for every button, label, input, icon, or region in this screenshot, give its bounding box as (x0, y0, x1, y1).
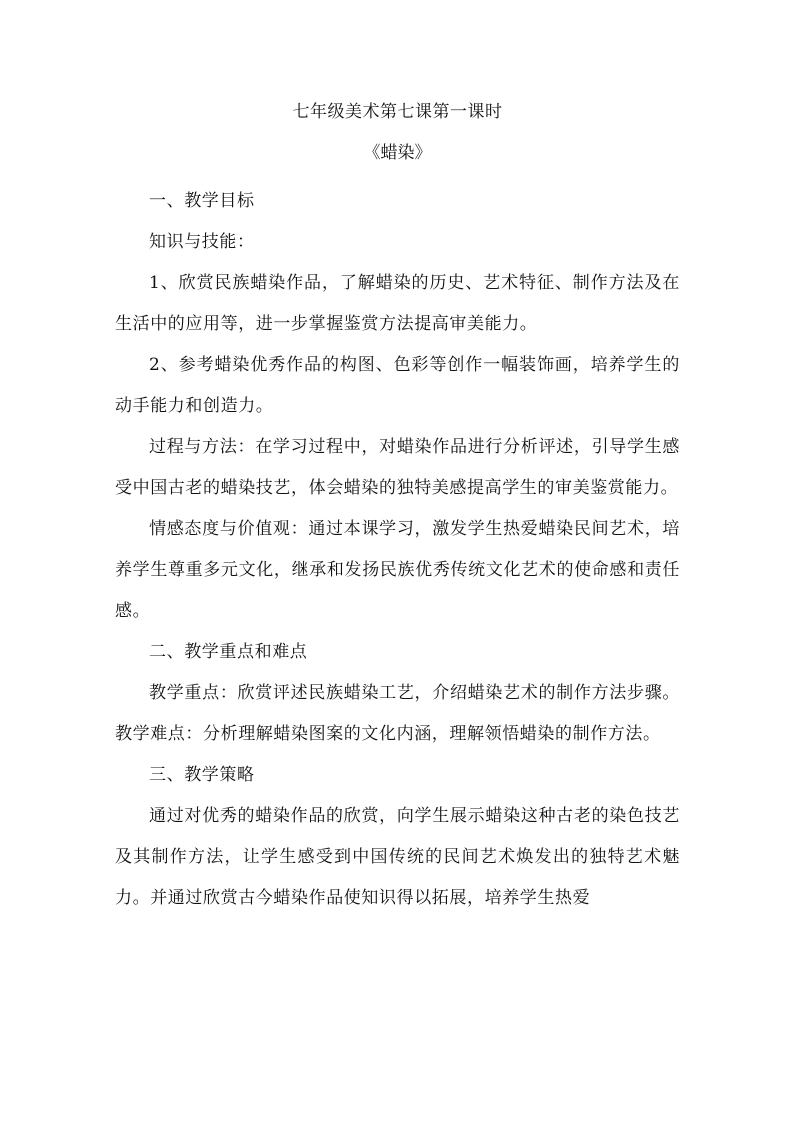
paragraph-strategy: 通过对优秀的蜡染作品的欣赏，向学生展示蜡染这种古老的染色技艺及其制作方法，让学生感受到中国传统的民间艺术焕发出的独特艺术魅力。并通过欣赏古今蜡染作品使知识得以拓展，培养学生热爱 (115, 806, 680, 908)
section-heading-objectives: 一、教学目标 (149, 191, 255, 211)
paragraph-objective-2: 2、参考蜡染优秀作品的构图、色彩等创作一幅装饰画，培养学生的动手能力和创造力。 (115, 355, 680, 416)
paragraph-key-points: 教学重点：欣赏评述民族蜡染工艺，介绍蜡染艺术的制作方法步骤。教学难点：分析理解蜡染图案的文化内涵，理解领悟蜡染的制作方法。 (115, 683, 680, 744)
document-title: 七年级美术第七课第一课时 (292, 102, 503, 122)
document-subtitle: 《蜡染》 (363, 143, 432, 163)
document-body (115, 100, 680, 919)
section-heading-strategy: 三、教学策略 (149, 765, 255, 785)
label-knowledge-skills: 知识与技能： (149, 232, 255, 252)
paragraph-emotion-values: 情感态度与价值观：通过本课学习，激发学生热爱蜡染民间艺术，培养学生尊重多元文化，继承和发扬民族优秀传统文化艺术的使命感和责任感。 (115, 519, 680, 621)
paragraph-process-method: 过程与方法：在学习过程中，对蜡染作品进行分析评述，引导学生感受中国古老的蜡染技艺，体会蜡染的独特美感提高学生的审美鉴赏能力。 (115, 437, 680, 498)
paragraph-objective-1: 1、欣赏民族蜡染作品，了解蜡染的历史、艺术特征、制作方法及在生活中的应用等，进一步掌握鉴赏方法提高审美能力。 (115, 273, 680, 334)
section-heading-key-points: 二、教学重点和难点 (149, 642, 308, 662)
